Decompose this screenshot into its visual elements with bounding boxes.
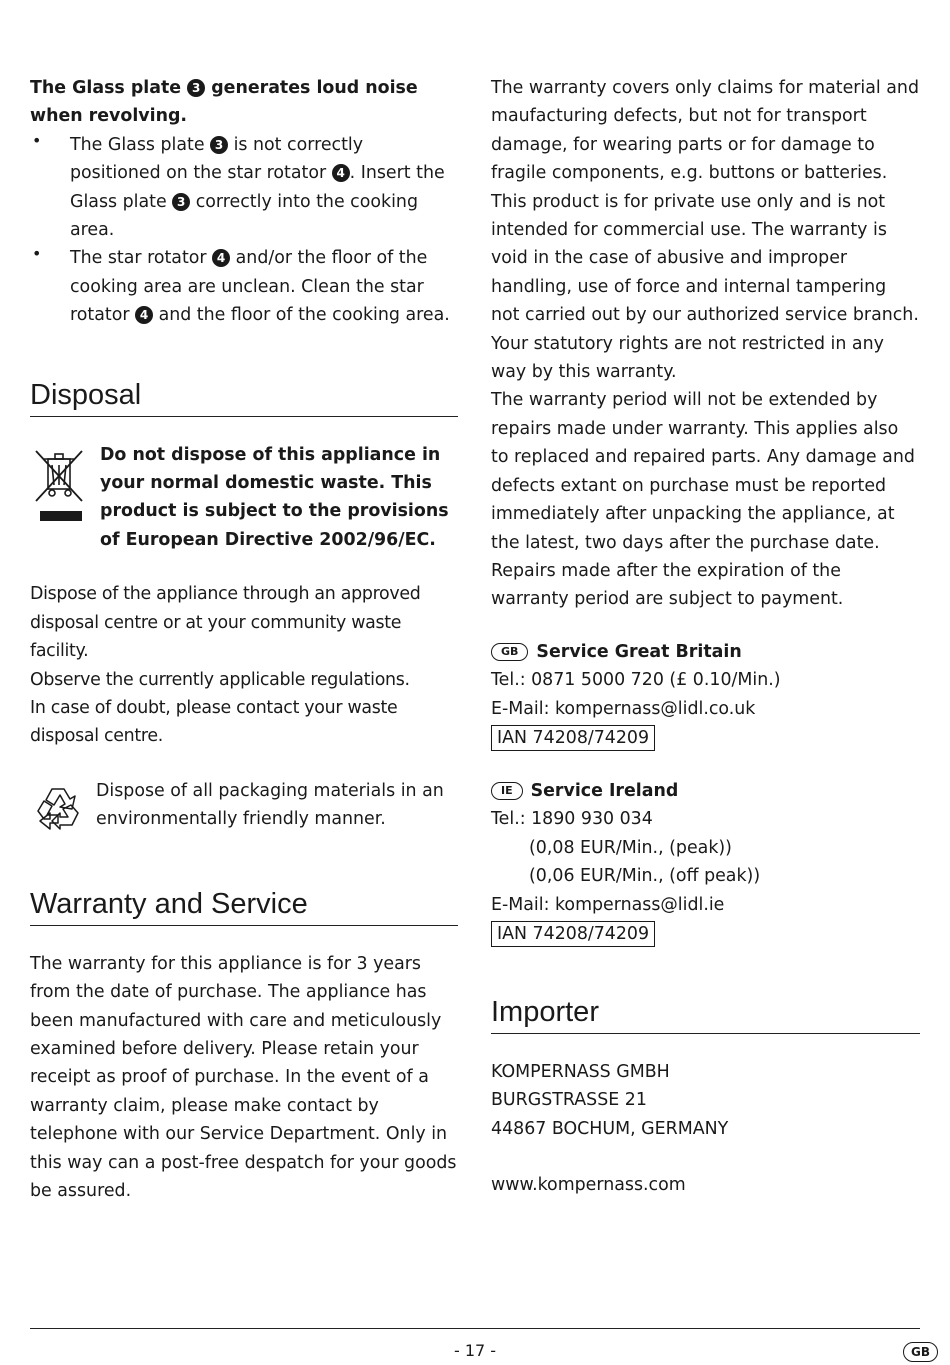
- service-ie-rate-offpeak: (0,06 EUR/Min., (off peak)): [529, 866, 761, 887]
- service-ie-title-line: [491, 777, 920, 805]
- packaging-notice: [30, 777, 458, 841]
- part-number-badge: 3: [187, 79, 205, 97]
- weee-text: Do not dispose of this appliance in your normal domestic waste. This product is subject to the provisions of European Directive 2002/96/EC.: [100, 444, 449, 550]
- right-column: [491, 72, 920, 1200]
- part-number-badge: 4: [332, 164, 350, 182]
- warranty-paragraph: The warranty covers only claims for material and maufacturing defects, but not for transport damage, for wearing parts or for damage to fragile components, e.g. buttons or batteries. This product is for private use only and is not intended for commercial use. The warranty is void in the case of abusive and improper handling, use of force and internal tampering not carried out by our authorized service branch. Your statutory rights are not restricted in any way by this warranty.: [491, 78, 919, 383]
- ian-box: IAN 74208/74209: [491, 725, 655, 751]
- disposal-instructions: [30, 580, 458, 750]
- bullet-item: [30, 131, 458, 245]
- service-gb-title: Service Great Britain: [536, 641, 742, 662]
- service-ie-title: Service Ireland: [530, 780, 679, 801]
- trouble-title-part: The Glass plate: [30, 78, 182, 98]
- bullet-text-part: . Insert the Glass plate: [70, 163, 445, 212]
- service-gb-email: E-Mail: kompernass@lidl.co.uk: [491, 698, 756, 719]
- service-gb-tel: Tel.: 0871 5000 720 (£ 0.10/Min.): [491, 670, 781, 691]
- gb-badge: GB: [491, 643, 528, 661]
- service-gb-title-line: [491, 638, 920, 666]
- part-number-badge: 3: [172, 193, 190, 211]
- footer-country-badge: GB: [903, 1342, 938, 1362]
- warranty-heading: Warranty and Service: [30, 887, 458, 926]
- disposal-line: Dispose of the appliance through an approved disposal centre or at your community waste facility.: [30, 584, 421, 662]
- service-ie-email: E-Mail: kompernass@lidl.ie: [491, 894, 725, 915]
- warranty-text: The warranty for this appliance is for 3 years from the date of purchase. The appliance has been manufactured with care and meticulously examined before delivery. Please retain your receipt as proof of purchase. In the event of a warranty claim, please make contact by telephone with our Service Department. Only in this way can a post-free despatch for your goods be assured.: [30, 953, 457, 1201]
- importer-address: [491, 1058, 920, 1143]
- importer-line: 44867 BOCHUM, GERMANY: [491, 1118, 729, 1139]
- recycle-icon: [30, 777, 86, 841]
- bullet-text-part: The Glass plate: [70, 134, 205, 155]
- page-number: - 17 -: [453, 1341, 497, 1360]
- bullet-text: [70, 131, 458, 245]
- packaging-text: Dispose of all packaging materials in an environmentally friendly manner.: [96, 780, 444, 830]
- service-ie: [491, 777, 920, 947]
- bullet-dot: •: [32, 130, 42, 150]
- bullet-text: [70, 244, 458, 329]
- crossed-bin-icon: [30, 441, 86, 555]
- weee-notice: [30, 441, 458, 555]
- disposal-heading: Disposal: [30, 378, 458, 417]
- trouble-title: [30, 74, 458, 131]
- disposal-line: In case of doubt, please contact your waste disposal centre.: [30, 697, 398, 747]
- trouble-title-part: generates loud noise when revolving.: [30, 78, 418, 127]
- ie-badge: IE: [491, 782, 523, 800]
- service-gb: [491, 638, 920, 751]
- footer-divider: [30, 1328, 920, 1329]
- website-link[interactable]: www.kompernass.com: [491, 1175, 686, 1196]
- part-number-badge: 4: [135, 306, 153, 324]
- bullet-item: [30, 244, 458, 329]
- service-ie-rate-peak: (0,08 EUR/Min., (peak)): [529, 837, 732, 858]
- warranty-paragraph: The warranty period will not be extended by repairs made under warranty. This applies also to replaced and repaired parts. Any damage and defects extant on purchase must be reported immediately after unpacking the appliance, at the latest, two days after the purchase date. Repairs made after the expiration of the warranty period are subject to payment.: [491, 390, 915, 610]
- service-ie-tel: Tel.: 1890 930 034: [491, 809, 653, 830]
- bullet-text-part: correctly into the cooking area.: [70, 191, 418, 241]
- ian-box: IAN 74208/74209: [491, 921, 655, 947]
- bullet-text-part: and the floor of the cooking area.: [158, 305, 450, 326]
- importer-heading: Importer: [491, 995, 920, 1034]
- bullet-text-part: The star rotator: [70, 248, 207, 269]
- part-number-badge: 4: [212, 249, 230, 267]
- disposal-line: Observe the currently applicable regulations.: [30, 669, 410, 690]
- bullet-text-part: and/or the floor of the cooking area are unclean. Clean the star rotator: [70, 248, 428, 326]
- bullet-text-part: is not correctly positioned on the star rotator: [70, 134, 364, 184]
- left-column: [30, 72, 458, 1205]
- importer-line: KOMPERNASS GMBH: [491, 1061, 670, 1082]
- importer-line: BURGSTRASSE 21: [491, 1090, 647, 1111]
- bullet-dot: •: [32, 244, 42, 264]
- part-number-badge: 3: [210, 136, 228, 154]
